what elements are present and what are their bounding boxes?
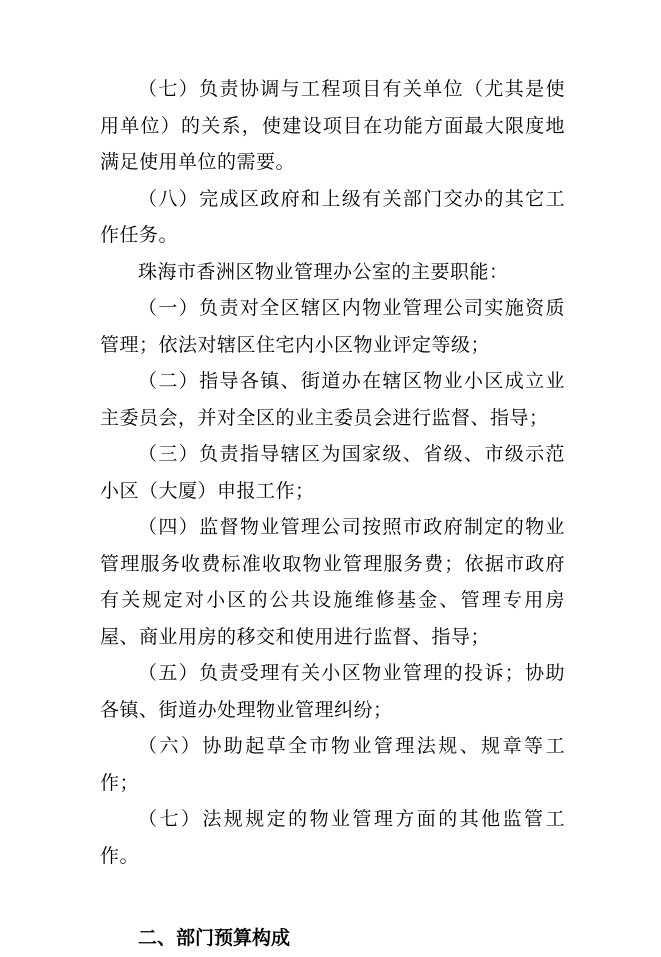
paragraph: （七）法规规定的物业管理方面的其他监管工作。: [100, 809, 565, 867]
paragraph: （四）监督物业管理公司按照市政府制定的物业管理服务收费标准收取物业管理服务费；依据市政府有关规定对小区的公共设施维修基金、管理专用房屋、商业用房的移交和使用进行监督、指导；: [100, 517, 565, 648]
section-heading: 二、部门预算构成: [138, 928, 291, 949]
paragraph-list: [100, 72, 565, 875]
paragraph: （二）指导各镇、街道办在辖区物业小区成立业主委员会，并对全区的业主委员会进行监督、指导；: [100, 371, 565, 429]
paragraph: （七）负责协调与工程项目有关单位（尤其是使用单位）的关系，使建设项目在功能方面最大限度地满足使用单位的需要。: [100, 79, 565, 173]
paragraph: （五）负责受理有关小区物业管理的投诉；协助各镇、街道办处理物业管理纠纷；: [100, 663, 565, 721]
paragraph: （八）完成区政府和上级有关部门交办的其它工作任务。: [100, 188, 565, 246]
paragraph: （六）协助起草全市物业管理法规、规章等工作；: [100, 736, 565, 794]
paragraph: （三）负责指导辖区为国家级、省级、市级示范小区（大厦）申报工作；: [100, 444, 565, 502]
paragraph: （一）负责对全区辖区内物业管理公司实施资质管理；依法对辖区住宅内小区物业评定等级；: [100, 298, 565, 356]
paragraph: 珠海市香洲区物业管理办公室的主要职能：: [138, 261, 509, 283]
